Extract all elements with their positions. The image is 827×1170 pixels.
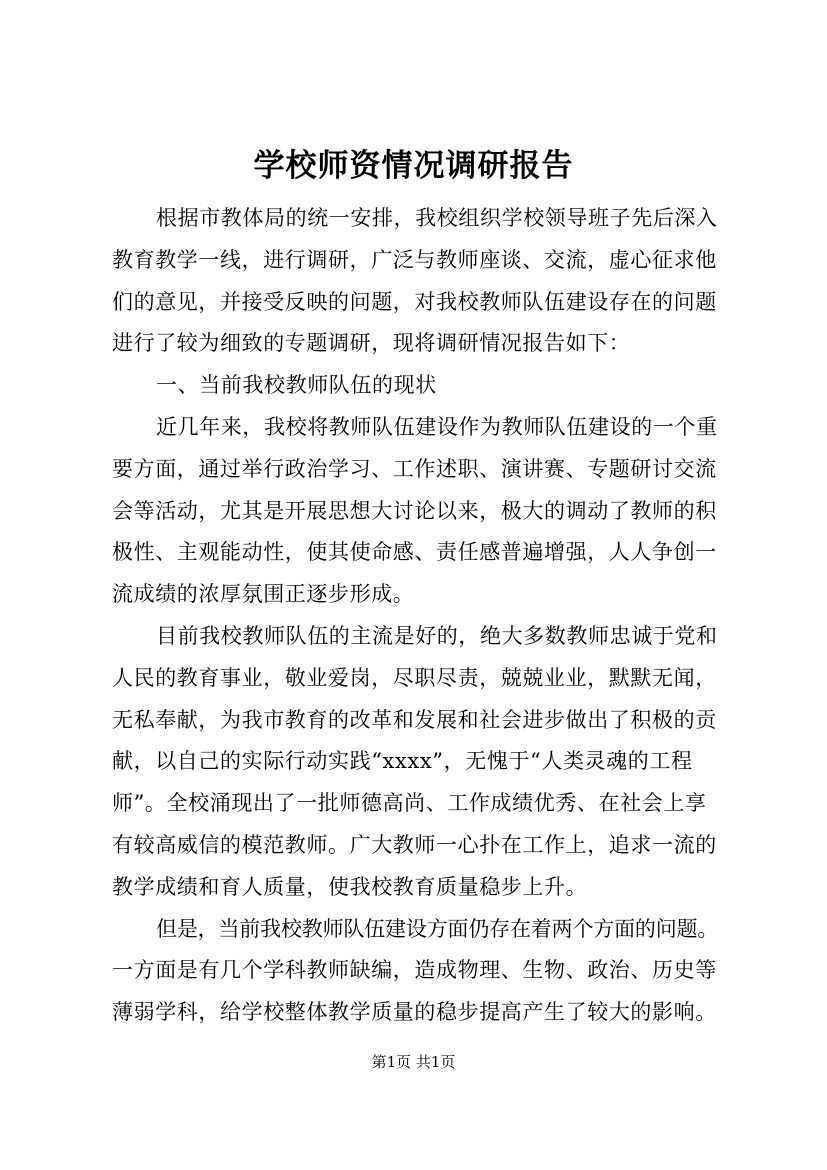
text-line: 根据市教体局的统一安排，我校组织学校领导班子先后深入 (156, 206, 718, 230)
text-line: 流成绩的浓厚氛围正逐步形成。 (112, 582, 415, 607)
text-line: 师”。全校涌现出了一批师德高尚、工作成绩优秀、在社会上享 (112, 791, 707, 816)
text-line: 进行了较为细致的专题调研，现将调研情况报告如下： (112, 331, 631, 356)
text-line: 薄弱学科，给学校整体教学质量的稳步提高产生了较大的影响。 (112, 1000, 717, 1025)
text-line: 献，以自己的实际行动实践“xxxx”，无愧于“人类灵魂的工程 (112, 749, 693, 774)
text-line: 但是，当前我校教师队伍建设方面仍存在着两个方面的问题。 (156, 916, 719, 941)
text-line: 极性、主观能动性，使其使命感、责任感普遍增强，人人争创一 (112, 540, 717, 565)
text-line: 一方面是有几个学科教师缺编，造成物理、生物、政治、历史等 (112, 958, 717, 983)
text-line: 近几年来，我校将教师队伍建设作为教师队伍建设的一个重 (156, 414, 718, 439)
text-line: 一、当前我校教师队伍的现状 (156, 373, 437, 398)
document-body (112, 198, 718, 1034)
text-line: 要方面，通过举行政治学习、工作述职、演讲赛、专题研讨交流 (112, 456, 717, 481)
text-line: 目前我校教师队伍的主流是好的，绝大多数教师忠诚于党和 (156, 623, 718, 648)
text-line: 会等活动，尤其是开展思想大讨论以来，极大的调动了教师的积 (112, 498, 717, 523)
text-line: 无私奉献，为我市教育的改革和发展和社会进步做出了积极的贡 (112, 707, 717, 732)
document-title: 学校师资情况调研报告 (253, 148, 574, 184)
page-footer: 第1页 共1页 (371, 1053, 456, 1071)
text-line: 有较高威信的模范教师。广大教师一心扑在工作上，追求一流的 (112, 832, 717, 857)
text-line: 教育教学一线，进行调研，广泛与教师座谈、交流，虚心征求他 (112, 247, 717, 272)
text-line: 们的意见，并接受反映的问题，对我校教师队伍建设存在的问题 (112, 289, 717, 314)
text-line: 人民的教育事业，敬业爱岗，尽职尽责，兢兢业业，默默无闻， (112, 665, 717, 690)
text-line: 教学成绩和育人质量，使我校教育质量稳步上升。 (112, 874, 588, 899)
